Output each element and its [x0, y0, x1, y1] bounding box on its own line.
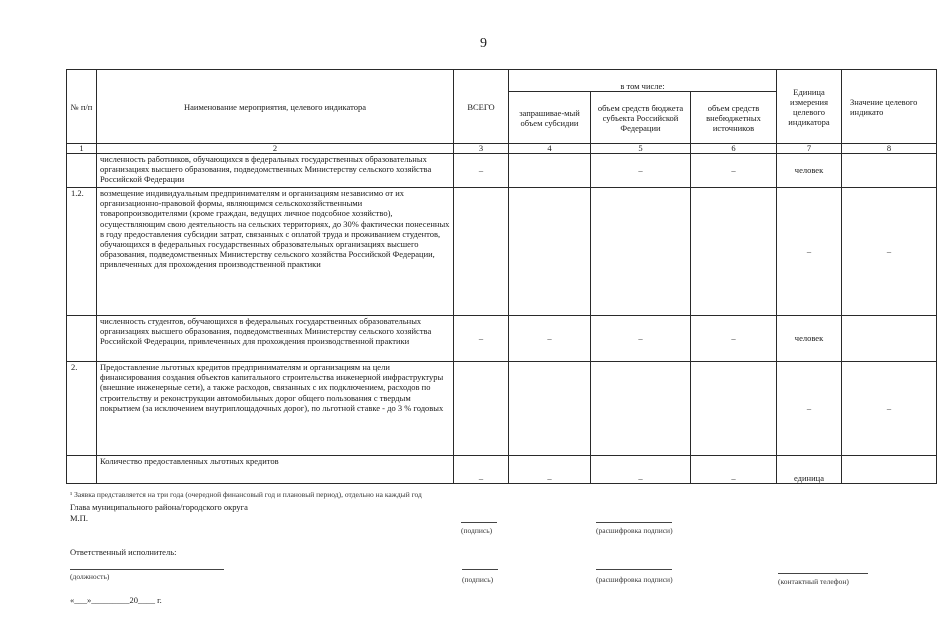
row-value: – — [842, 362, 937, 456]
header-name: Наименование мероприятия, целевого индикатора — [97, 70, 454, 144]
position-caption: (должность) — [70, 572, 110, 581]
row-unit: единица — [777, 456, 842, 484]
row-extra — [691, 188, 777, 316]
row-budget: – — [591, 316, 691, 362]
row-budget: – — [591, 154, 691, 188]
indicators-table-area — [66, 69, 918, 487]
index-cell: 3 — [454, 144, 509, 154]
row-subsidy — [509, 154, 591, 188]
signature2-caption: (подпись) — [462, 575, 494, 584]
header-unit: Единица измерения целевого индикатора — [777, 70, 842, 144]
table-row — [67, 456, 937, 484]
header-total: ВСЕГО — [454, 70, 509, 144]
row-name: возмещение индивидуальным предпринимателям и организациям независимо от их организационно-правовой формы, являющимся сельскохозяйственными товаропроизводителями (кроме граждан, ведущих личное подсобное хозяйство), осуществляющим свою деятельность на сельских территориях, до 30% фактически понесенных в году предоставления субсидии затрат, связанных с оплатой труда и проживанием студентов, обучающихся в федеральных государственных образовательных организациях высшего образования, подведомственных Министерству сельского хозяйства Российской Федерации, привлеченных для прохождения производственной практики — [97, 188, 454, 316]
row-value — [842, 456, 937, 484]
position-line — [70, 569, 224, 570]
header-value: Значение целевого индикато — [842, 70, 937, 144]
responsible-label: Ответственный исполнитель: — [70, 547, 177, 557]
footnote: ¹ Заявка представляется на три года (очередной финансовый год и плановый период), отдельно на каждый год — [70, 490, 422, 499]
row-total: – — [454, 316, 509, 362]
date-line: «___»_________20____ г. — [70, 595, 162, 605]
index-cell: 4 — [509, 144, 591, 154]
stamp-mark: М.П. — [70, 513, 88, 523]
header-including: в том числе: — [509, 70, 777, 92]
indicators-table — [66, 69, 937, 484]
row-number — [67, 316, 97, 362]
page-number: 9 — [480, 36, 487, 51]
row-value — [842, 154, 937, 188]
row-extra: – — [691, 456, 777, 484]
row-total — [454, 362, 509, 456]
index-cell: 2 — [97, 144, 454, 154]
row-number — [67, 456, 97, 484]
row-subsidy: – — [509, 456, 591, 484]
header-no: № п/п — [67, 70, 97, 144]
row-budget — [591, 188, 691, 316]
table-row — [67, 316, 937, 362]
head-title: Глава муниципального района/городского округа — [70, 502, 248, 512]
index-cell: 5 — [591, 144, 691, 154]
row-unit: – — [777, 362, 842, 456]
decode2-line — [596, 569, 672, 570]
decode-line — [596, 522, 672, 523]
row-total: – — [454, 154, 509, 188]
signature-line — [461, 522, 497, 523]
row-name: численность работников, обучающихся в федеральных государственных образовательных организациях высшего образования, подведомственных Министерству сельского хозяйства Российской Федерации — [97, 154, 454, 188]
table-row — [67, 154, 937, 188]
row-value — [842, 316, 937, 362]
phone-caption: (контактный телефон) — [778, 577, 849, 586]
row-subsidy: – — [509, 316, 591, 362]
row-unit: человек — [777, 154, 842, 188]
row-name: Предоставление льготных кредитов предпринимателям и организациям на цели финансирования создания объектов капитального строительства инженерной инфраструктуры (внешние инженерные сети), а также расходов, связанных с их подключением, расходов по строительству и реконструкции автомобильных дорог общего пользования с твердым покрытием (за исключением внутриплощадочных дорог), по льготной ставке - до 3 % годовых — [97, 362, 454, 456]
row-number: 2. — [67, 362, 97, 456]
decode2-caption: (расшифровка подписи) — [596, 575, 673, 584]
index-row — [67, 144, 937, 154]
row-total — [454, 188, 509, 316]
row-budget — [591, 362, 691, 456]
header-subsidy: запрашивае-мый объем субсидии — [509, 92, 591, 144]
row-unit: человек — [777, 316, 842, 362]
header-budget: объем средств бюджета субъекта Российской Федерации — [591, 92, 691, 144]
row-total: – — [454, 456, 509, 484]
header-extra: объем средств внебюджетных источников — [691, 92, 777, 144]
phone-line — [778, 573, 868, 574]
row-name: численность студентов, обучающихся в федеральных государственных образовательных организациях высшего образования, подведомственных Министерству сельского хозяйства Российской Федерации, привлеченных для прохождения производственной практики — [97, 316, 454, 362]
row-number: 1.2. — [67, 188, 97, 316]
table-row — [67, 188, 937, 316]
index-cell: 7 — [777, 144, 842, 154]
row-extra: – — [691, 316, 777, 362]
row-name: Количество предоставленных льготных кредитов — [97, 456, 454, 484]
index-cell: 6 — [691, 144, 777, 154]
index-cell: 1 — [67, 144, 97, 154]
table-row — [67, 362, 937, 456]
signature2-line — [462, 569, 498, 570]
row-extra: – — [691, 154, 777, 188]
row-value: – — [842, 188, 937, 316]
signature-caption: (подпись) — [461, 526, 493, 535]
decode-caption: (расшифровка подписи) — [596, 526, 673, 535]
index-cell: 8 — [842, 144, 937, 154]
row-number — [67, 154, 97, 188]
row-unit: – — [777, 188, 842, 316]
row-extra — [691, 362, 777, 456]
row-subsidy — [509, 362, 591, 456]
row-subsidy — [509, 188, 591, 316]
row-budget: – — [591, 456, 691, 484]
